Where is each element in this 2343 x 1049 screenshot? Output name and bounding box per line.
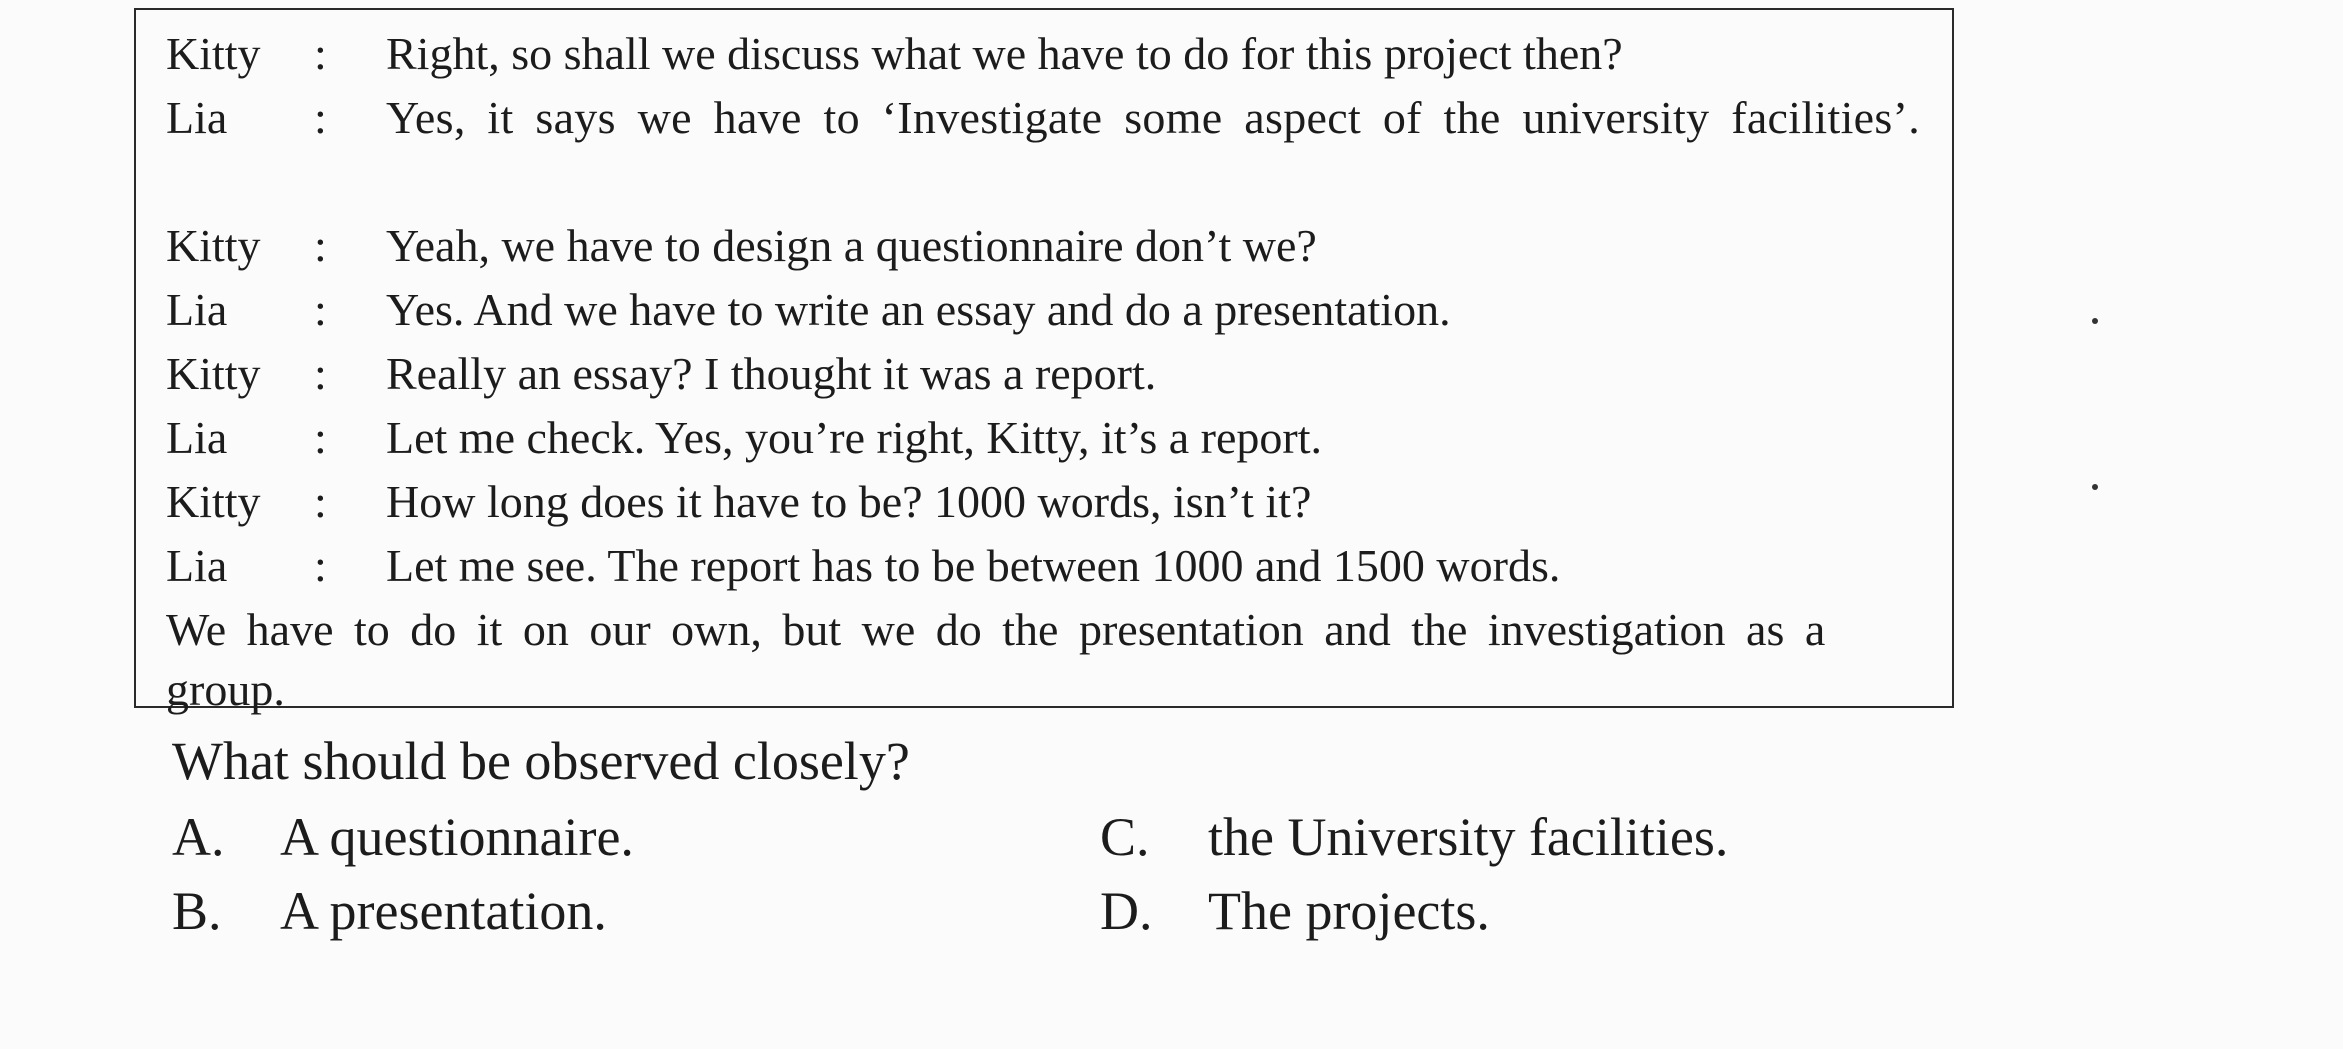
- speaker-separator: :: [314, 220, 327, 271]
- utterance-text: Right, so shall we discuss what we have to do for this project then?: [386, 28, 1623, 79]
- utterance-text: Yes. And we have to write an essay and do a presentation.: [386, 284, 1451, 335]
- speaker-name: Kitty: [166, 220, 261, 271]
- speaker-name: Lia: [166, 92, 228, 143]
- utterance-text: Let me see. The report has to be between 1000 and 1500 words.: [386, 540, 1561, 591]
- ink-speck: [2092, 484, 2098, 490]
- option-text: A presentation.: [280, 881, 607, 941]
- speaker-separator: :: [314, 28, 327, 79]
- speaker-separator: :: [314, 348, 327, 399]
- speaker-separator: :: [314, 412, 327, 463]
- option-letter: B.: [172, 881, 222, 941]
- question-text: What should be observed closely?: [172, 731, 910, 791]
- option-b[interactable]: [172, 878, 607, 944]
- option-c[interactable]: [1100, 804, 1728, 870]
- utterance-text: Yeah, we have to design a questionnaire don’t we?: [386, 220, 1317, 271]
- speaker-name: Lia: [166, 412, 228, 463]
- speaker-name: Lia: [166, 540, 228, 591]
- speaker-name: Kitty: [166, 476, 261, 527]
- ink-speck: [2092, 318, 2098, 324]
- utterance-text: Really an essay? I thought it was a report.: [386, 348, 1157, 399]
- option-text: A questionnaire.: [280, 807, 634, 867]
- speaker-separator: :: [314, 284, 327, 335]
- option-d[interactable]: [1100, 878, 1490, 944]
- option-letter: D.: [1100, 881, 1153, 941]
- option-text: the University facilities.: [1208, 807, 1729, 867]
- option-letter: A.: [172, 807, 225, 867]
- utterance-text: Yes, it says we have to ‘Investigate some aspect of the university facilities’.: [386, 92, 1921, 143]
- option-text: The projects.: [1208, 881, 1490, 941]
- speaker-separator: :: [314, 476, 327, 527]
- option-a[interactable]: [172, 804, 634, 870]
- speaker-separator: :: [314, 92, 327, 143]
- dialogue-box: [134, 8, 1954, 715]
- speaker-separator: :: [314, 540, 327, 591]
- option-letter: C.: [1100, 807, 1150, 867]
- speaker-name: Kitty: [166, 28, 261, 79]
- utterance-text: Let me check. Yes, you’re right, Kitty, it’s a report.: [386, 412, 1322, 463]
- utterance-text: How long does it have to be? 1000 words, isn’t it?: [386, 476, 1312, 527]
- dialogue-continuation: We have to do it on our own, but we do the presentation and the investigation as a group.: [166, 604, 1826, 715]
- speaker-name: Lia: [166, 284, 228, 335]
- speaker-name: Kitty: [166, 348, 261, 399]
